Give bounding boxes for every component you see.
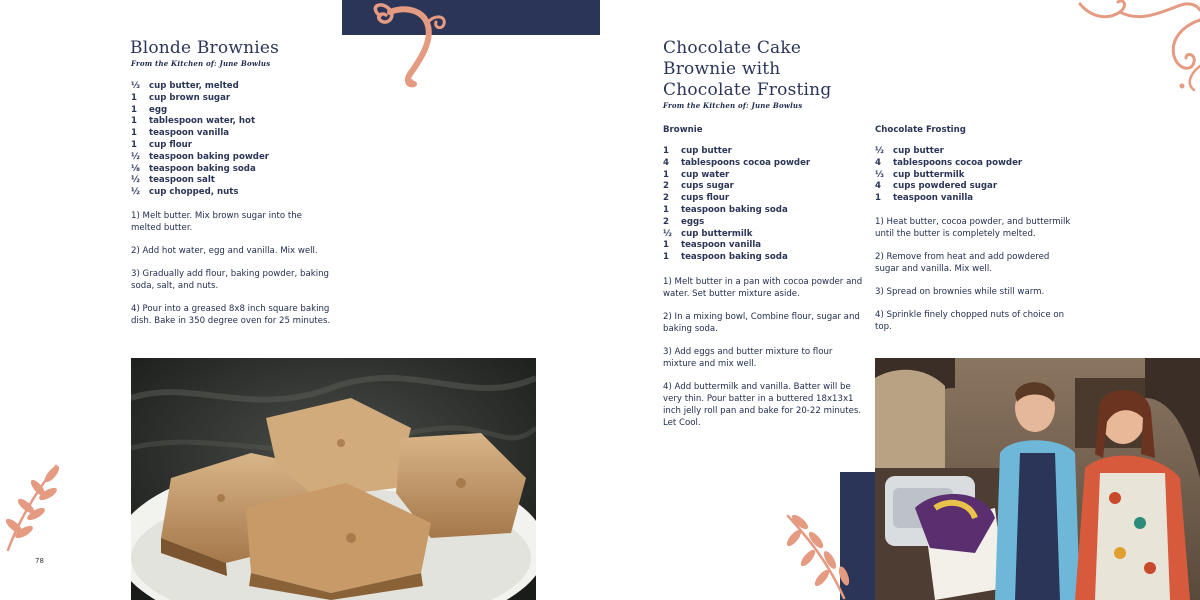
page-number: 78: [35, 557, 44, 565]
instruction-step: 3) Gradually add flour, baking powder, baking soda, salt, and nuts.: [131, 269, 329, 291]
instruction-step: 4) Pour into a greased 8x8 inch square baking dish. Bake in 350 degree oven for 25 minutes.: [131, 304, 331, 326]
instruction-step: 1) Melt butter. Mix brown sugar into the melted butter.: [131, 211, 302, 233]
section-heading-frosting: Chocolate Frosting: [875, 125, 966, 135]
recipe-title-line: Chocolate Frosting: [663, 80, 832, 100]
leaf-sprig-ornament-icon: [784, 512, 864, 600]
ingredient-item: ½ cup chopped, nuts: [131, 187, 239, 198]
ingredient-item: 1 tablespoon water, hot: [131, 116, 256, 127]
section-heading-brownie: Brownie: [663, 125, 703, 135]
ingredient-item: 1 teaspoon baking soda: [663, 204, 788, 215]
instructions: [131, 210, 331, 338]
instruction-step: 3) Spread on brownies while still warm.: [875, 287, 1045, 297]
ingredient-item: ½ teaspoon salt: [131, 175, 215, 186]
kitchen-baking-photo: [875, 358, 1200, 600]
ingredient-item: 4 cups powdered sugar: [875, 181, 998, 192]
ingredient-item: 1 egg: [131, 104, 168, 115]
recipe-title: [663, 38, 831, 101]
ingredient-item: ⅓ cup buttermilk: [875, 169, 965, 180]
ingredient-item: 1 cup flour: [131, 139, 192, 150]
instruction-step: 3) Add eggs and butter mixture to flour mixture and mix well.: [663, 347, 833, 369]
leaf-sprig-ornament-icon: [0, 458, 72, 554]
ingredient-item: 1 teaspoon vanilla: [131, 128, 230, 139]
ingredient-item: 2 cups sugar: [663, 181, 734, 192]
recipe-title: Blonde Brownies: [130, 38, 280, 58]
recipe-byline: From the Kitchen of: June Bowlus: [131, 59, 271, 68]
instruction-step: 1) Melt butter in a pan with cocoa powder and water. Set butter mixture aside.: [663, 277, 863, 299]
ingredient-item: ⅓ cup butter, melted: [131, 81, 239, 91]
ingredient-item: 4 tablespoons cocoa powder: [875, 157, 1023, 168]
instruction-step: 2) Remove from heat and add powdered sugar and vanilla. Mix well.: [875, 252, 1050, 274]
instruction-step: 4) Sprinkle finely chopped nuts of choice on top.: [875, 310, 1065, 332]
recipe-byline: From the Kitchen of: June Bowlus: [663, 101, 803, 110]
ingredient-item: 1 teaspoon vanilla: [875, 193, 974, 204]
ingredient-list: [131, 81, 269, 199]
ingredient-list: [875, 146, 1022, 205]
ingredient-item: ½ cup buttermilk: [663, 228, 753, 239]
ingredient-item: 1 cup butter: [663, 146, 732, 156]
ingredient-item: 1 cup water: [663, 169, 730, 180]
recipe-title-line: Chocolate Cake: [663, 38, 802, 58]
ingredient-item: ½ cup butter: [875, 146, 944, 156]
instruction-step: 2) Add hot water, egg and vanilla. Mix well.: [131, 246, 318, 256]
blonde-brownies-photo: [131, 358, 536, 600]
flourish-corner-ornament-icon: [1078, 0, 1200, 92]
ingredient-item: 2 cups flour: [663, 193, 730, 204]
ingredient-item: 4 tablespoons cocoa powder: [663, 157, 811, 168]
ingredient-item: 1 cup brown sugar: [131, 92, 231, 103]
ingredient-item: 1 teaspoon vanilla: [663, 240, 762, 251]
instructions: [663, 276, 863, 440]
ingredient-list: [663, 146, 810, 264]
instruction-step: 2) In a mixing bowl, Combine flour, sugar and baking soda.: [663, 312, 860, 334]
recipe-title-line: Brownie with: [663, 59, 781, 79]
instruction-step: 4) Add buttermilk and vanilla. Batter will be very thin. Pour batter in a buttered 18x13x1 inch jelly roll pan and bake for 20-22 minutes. Let Cool.: [663, 382, 862, 428]
flourish-ornament-icon: [362, 2, 452, 92]
ingredient-item: ½ teaspoon baking powder: [131, 151, 270, 162]
ingredient-item: 2 eggs: [663, 216, 705, 227]
ingredient-item: 1 teaspoon baking soda: [663, 252, 788, 263]
instruction-step: 1) Heat butter, cocoa powder, and buttermilk until the butter is completely melted.: [875, 217, 1071, 239]
ingredient-item: ⅛ teaspoon baking soda: [131, 163, 256, 174]
instructions: [875, 216, 1075, 344]
